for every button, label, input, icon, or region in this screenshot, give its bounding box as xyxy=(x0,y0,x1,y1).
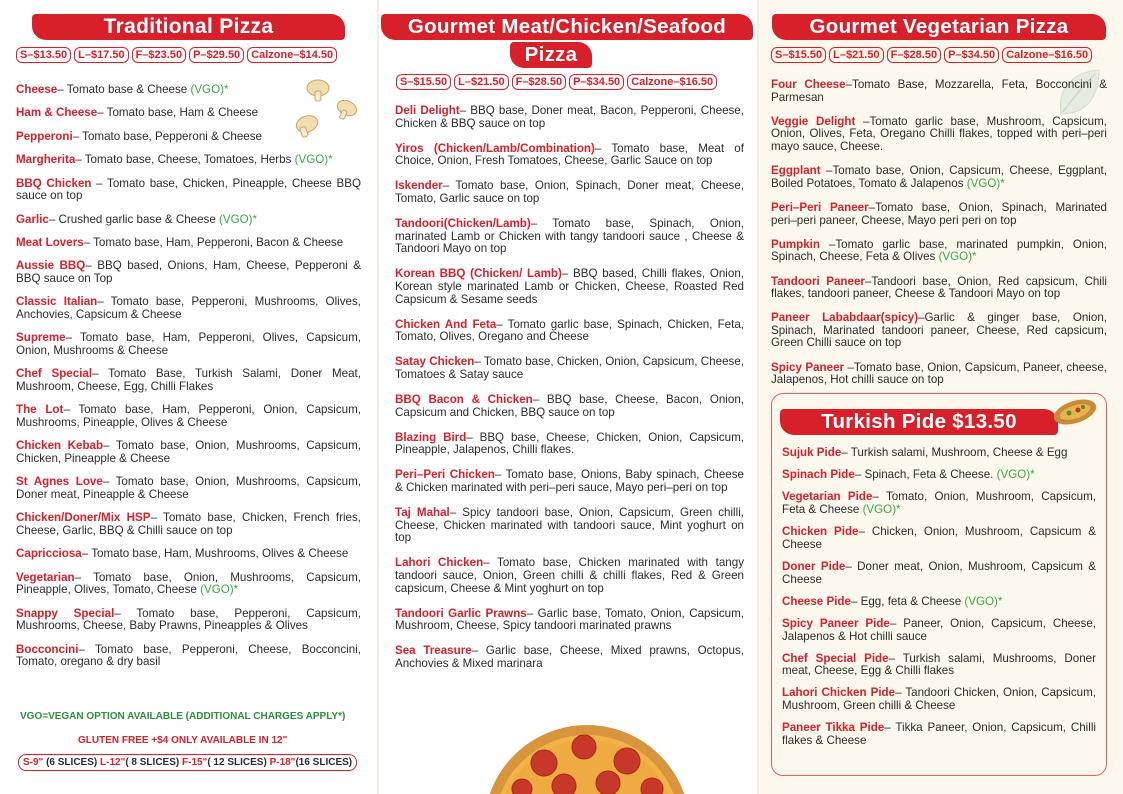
slice-size-info xyxy=(18,754,357,771)
menu-item xyxy=(395,645,744,670)
menu-item-description: – Doner meat, Onion, Mushroom, Capsicum & Cheese xyxy=(782,559,1096,586)
menu-item xyxy=(16,214,361,227)
menu-item-name: Lahori Chicken xyxy=(395,556,484,570)
menu-item xyxy=(16,476,361,501)
vegan-option-tag: (VGO)* xyxy=(190,83,229,96)
menu-item-description: – Turkish salami, Mushrooms, Doner meat, Cheese, Egg & Chilli flakes xyxy=(782,651,1096,678)
menu-item-name: Sea Treasure xyxy=(395,644,472,658)
menu-item xyxy=(16,368,361,393)
price-tag: Calzone–$16.50 xyxy=(627,74,717,90)
menu-item xyxy=(395,105,744,130)
menu-item-name: Veggie Delight xyxy=(771,114,856,128)
menu-item xyxy=(16,260,361,285)
menu-item-description: – Turkish salami, Mushroom, Cheese & Egg xyxy=(841,446,1068,459)
menu-item xyxy=(771,202,1107,227)
menu-item xyxy=(771,312,1107,350)
menu-item-name: Iskender xyxy=(395,179,443,193)
gourmet-veg-menu-list xyxy=(771,79,1107,398)
menu-item xyxy=(395,469,744,494)
menu-item xyxy=(771,165,1107,190)
price-tag: S–$15.50 xyxy=(771,47,826,63)
menu-item-name: Blazing Bird xyxy=(395,430,467,444)
menu-item xyxy=(395,432,744,457)
menu-item-description: – Tomato base, Spinach, Onion, marinated Lamb or Chicken with tangy tandoori sauce , Cheese & Tandoori Mayo on top xyxy=(395,217,744,256)
turkish-pide-menu-list xyxy=(782,447,1096,757)
menu-item-description: – Tomato base, Ham, Pepperoni, Onion, Capsicum, Mushrooms, Pineapple, Olives & Cheese xyxy=(16,403,361,429)
menu-item xyxy=(782,653,1096,678)
menu-item-description: – BBQ base, Cheese, Chicken, Onion, Capsicum, Pineapple, Jalapenos, Chilli flakes. xyxy=(395,430,744,457)
slice-size: S-9" xyxy=(23,757,44,768)
menu-item xyxy=(16,237,361,250)
menu-item-description: – Tomato base, Onions, Baby spinach, Cheese & Chicken marinated with peri–peri sauce, Mayo peri–peri on top xyxy=(395,468,744,494)
menu-item-name: St Agnes Love xyxy=(16,475,103,489)
gourmet-veg-price-row xyxy=(771,45,1095,63)
gourmet-meat-price-row xyxy=(396,72,720,90)
menu-item-description: –Garlic & ginger base, Onion, Spinach, Marinated tandoori paneer, Cheese, Red capsicum, Green Chilli sauce on top xyxy=(771,311,1107,350)
menu-item-description: –Tomato base, Onion, Spinach, Marinated peri–peri paneer, Cheese, Mayo peri peri on top xyxy=(771,200,1107,227)
price-tag: F–$28.50 xyxy=(512,74,566,90)
menu-item-name: Sujuk Pide xyxy=(782,446,842,459)
vegan-option-tag: (VGO)* xyxy=(966,176,1005,190)
menu-item-description: – Tandoori Chicken, Onion, Capsicum, Mushroom, Green chilli & Cheese xyxy=(782,686,1096,713)
menu-item-description: – Tomato base, Ham, Mushrooms, Olives & Cheese xyxy=(81,547,349,561)
menu-item-description: – Egg, feta & Cheese xyxy=(850,594,965,608)
menu-item-name: Cheese xyxy=(16,83,58,96)
menu-item-description: – Tomato base, Onion, Mushrooms, Capsicum, Chicken, Pineapple & Cheese xyxy=(16,439,361,465)
menu-item xyxy=(16,548,361,561)
menu-item-description: – Tomato base, Ham, Pepperoni, Bacon & Cheese xyxy=(83,235,344,249)
slice-count: ( 12 SLICES) xyxy=(207,757,270,768)
menu-item xyxy=(782,491,1096,516)
menu-item-name: Satay Chicken xyxy=(395,355,475,369)
menu-item-name: Meat Lovers xyxy=(16,235,84,249)
menu-item-description: –Tomato base, Onion, Capsicum, Cheese, Eggplant, Boiled Potatoes, Tomato & Jalapenos xyxy=(771,164,1107,190)
traditional-pizza-title: Traditional Pizza xyxy=(32,14,345,40)
menu-item-description: – Tomato base, Meat of Choice, Onion, Fresh Tomatoes, Cheese, Garlic Sauce on top xyxy=(395,141,744,168)
menu-item xyxy=(16,440,361,465)
column-divider xyxy=(377,0,379,794)
menu-item xyxy=(782,469,1096,482)
menu-item-description: – Tomato base, Chicken, Onion, Capsicum, Cheese, Tomatoes & Satay sauce xyxy=(395,355,744,381)
menu-item xyxy=(16,84,361,97)
menu-item-name: Capricciosa xyxy=(16,547,82,561)
menu-item-name: Paneer Tikka Pide xyxy=(782,721,885,735)
menu-item xyxy=(16,512,361,537)
price-tag: L–$17.50 xyxy=(74,47,128,63)
menu-item-description: – Tomato base, Pepperoni & Cheese xyxy=(72,129,262,143)
menu-item-name: Snappy Special xyxy=(16,606,115,620)
menu-item-name: Pepperoni xyxy=(16,129,73,143)
vegan-option-note: VGO=VEGAN OPTION AVAILABLE (ADDITIONAL CHARGES APPLY*) xyxy=(20,711,346,722)
menu-item xyxy=(395,356,744,381)
menu-item xyxy=(782,526,1096,551)
vegan-option-tag: (VGO)* xyxy=(219,212,258,226)
price-tag: Calzone–$16.50 xyxy=(1002,47,1092,63)
menu-item xyxy=(395,394,744,419)
menu-item xyxy=(16,107,291,120)
menu-item-description: – Paneer, Onion, Capsicum, Cheese, Jalapenos & Hot chilli sauce xyxy=(782,616,1097,643)
pide-icon xyxy=(1050,392,1100,428)
menu-item xyxy=(782,596,1096,609)
menu-item-name: Chicken And Feta xyxy=(395,317,497,331)
menu-item xyxy=(395,608,744,633)
menu-item-description: – BBQ base, Doner meat, Bacon, Pepperoni, Cheese, Chicken & BBQ sauce on top xyxy=(395,104,744,130)
menu-item-name: Garlic xyxy=(16,212,49,226)
vegan-option-tag: (VGO)* xyxy=(996,468,1035,482)
menu-item-description: – BBQ base, Cheese, Bacon, Onion, Capsicum and Chicken, BBQ sauce on top xyxy=(395,393,744,419)
menu-item xyxy=(16,332,361,357)
menu-item xyxy=(771,79,1107,104)
menu-item-name: Eggplant xyxy=(771,164,821,178)
price-tag: P–$34.50 xyxy=(944,47,999,63)
price-tag: L–$21.50 xyxy=(829,47,883,63)
menu-item xyxy=(771,276,1107,301)
menu-item-name: The Lot xyxy=(16,403,64,417)
menu-item-name: Supreme xyxy=(16,331,66,345)
menu-item-description: – Tomato base, Ham, Pepperoni, Olives, Capsicum, Onion, Mushrooms & Cheese xyxy=(16,331,361,357)
menu-item xyxy=(16,404,361,429)
menu-item xyxy=(771,116,1107,154)
menu-item xyxy=(395,218,744,256)
menu-item-description: – Tomato base, Pepperoni, Mushrooms, Olives, Anchovies, Capsicum & Cheese xyxy=(16,295,361,321)
slice-size: L-12" xyxy=(100,757,126,768)
menu-item-description: –Tomato garlic base, Mushroom, Capsicum, Onion, Olives, Feta, Oregano Chilli flakes, topped with peri–peri mayo sauce, Cheese. xyxy=(771,114,1107,153)
menu-item-name: BBQ Chicken xyxy=(16,176,92,190)
menu-item-name: Tandoori(Chicken/Lamb) xyxy=(395,217,531,231)
gourmet-meat-title-line2: Pizza xyxy=(510,42,592,68)
menu-item xyxy=(16,296,361,321)
menu-item-description: – Crushed garlic base & Cheese xyxy=(48,212,220,226)
menu-item-name: Aussie BBQ xyxy=(16,259,86,273)
menu-item xyxy=(782,447,1096,460)
menu-item-name: BBQ Bacon & Chicken xyxy=(395,393,533,406)
menu-item-description: – Tomato base, Onion, Mushrooms, Capsicum, Doner meat, Pineapple & Cheese xyxy=(16,475,361,501)
price-tag: P–$34.50 xyxy=(569,74,624,90)
menu-item xyxy=(782,618,1096,643)
menu-item-name: Ham & Cheese xyxy=(16,106,98,120)
gourmet-meat-menu-list xyxy=(395,105,744,683)
menu-item xyxy=(782,687,1096,712)
menu-item-description: – Tomato base, Chicken, French fries, Cheese, Garlic, BBQ & Chilli sauce on top xyxy=(16,511,361,537)
menu-item-name: Chicken Pide xyxy=(782,525,859,539)
column-divider xyxy=(757,0,759,794)
menu-item-description: –Tandoori base, Onion, Red capsicum, Chili flakes, tandoori paneer, Cheese & Tandoori Mayo on top xyxy=(771,274,1107,301)
menu-item-name: Deli Delight xyxy=(395,104,460,117)
vegan-option-tag: (VGO)* xyxy=(200,583,239,597)
menu-item-name: Lahori Chicken Pide xyxy=(782,686,896,700)
menu-item xyxy=(771,239,1107,264)
menu-item-description: –Tomato base, Onion, Capsicum, Paneer, cheese, Jalapenos, Hot chilli sauce on top xyxy=(771,360,1107,387)
menu-item-name: Korean BBQ (Chicken/ Lamb) xyxy=(395,267,562,281)
menu-item-name: Chicken Kebab xyxy=(16,439,104,453)
vegan-option-tag: (VGO)* xyxy=(938,250,977,264)
menu-item-name: Spicy Paneer xyxy=(771,360,845,374)
menu-item-description: – Tomato garlic base, Spinach, Chicken, Feta, Tomato, Olives, Oregano and Cheese xyxy=(395,317,744,344)
menu-item-description: – Tomato base & Cheese xyxy=(57,83,191,96)
price-tag: F–$23.50 xyxy=(132,47,186,63)
menu-item xyxy=(771,362,1107,387)
menu-item xyxy=(395,268,744,306)
menu-item-name: Margherita xyxy=(16,153,76,167)
price-tag: L–$21.50 xyxy=(454,74,508,90)
gluten-free-note: GLUTEN FREE +$4 ONLY AVAILABLE IN 12" xyxy=(78,735,288,746)
slice-count: (6 SLICES) xyxy=(43,757,100,768)
menu-item-name: Tandoori Paneer xyxy=(771,274,865,288)
menu-item-description: – Tomato base, Pepperoni, Capsicum, Mushrooms, Cheese, Baby Prawns, Pineapples & Olives xyxy=(16,606,361,633)
menu-item xyxy=(395,507,744,545)
vegan-option-tag: (VGO)* xyxy=(294,153,333,167)
price-tag: S–$15.50 xyxy=(396,74,451,90)
menu-item-name: Cheese Pide xyxy=(782,594,851,608)
menu-item-description: – Spinach, Feta & Cheese. xyxy=(854,468,997,482)
menu-item-name: Chicken/Doner/Mix HSP xyxy=(16,511,151,525)
menu-item-description: – Tomato base, Chicken, Pineapple, Cheese BBQ sauce on top xyxy=(16,176,361,203)
menu-item-description: – Tomato, Onion, Mushroom, Capsicum, Feta & Cheese xyxy=(782,490,1096,516)
menu-item-name: Chef Special xyxy=(16,367,93,381)
menu-item xyxy=(16,178,361,203)
menu-item-description: – BBQ based, Chilli flakes, Onion, Korean style marinated Lamb or Chicken, Cheese, Roasted Red Capsicum & Sesame seeds xyxy=(395,267,744,306)
menu-item-description: – Garlic base, Cheese, Mixed prawns, Octopus, Anchovies & Mixed marinara xyxy=(395,644,744,670)
menu-item-description: –Tomato Base, Mozzarella, Feta, Bocconcini & Parmesan xyxy=(771,78,1107,104)
menu-item xyxy=(16,131,291,144)
menu-item-name: Pumpkin xyxy=(771,237,820,251)
menu-item xyxy=(16,608,361,633)
menu-item-name: Bocconcini xyxy=(16,642,79,656)
vegan-option-tag: (VGO)* xyxy=(964,594,1003,608)
menu-item-name: Spinach Pide xyxy=(782,468,855,482)
menu-item-description: – Tikka Paneer, Onion, Capsicum, Chilli flakes & Cheese xyxy=(782,721,1096,747)
menu-item-name: Doner Pide xyxy=(782,559,846,573)
menu-item-description: –Tomato garlic base, marinated pumpkin, Onion, Spinach, Cheese, Feta & Olives xyxy=(771,237,1107,264)
menu-item-name: Peri–Peri Chicken xyxy=(395,468,495,482)
menu-item-description: – Spicy tandoori base, Onion, Capsicum, Green chilli, Cheese, Chicken marinated with tandoori sauce, Mint yoghurt on top xyxy=(395,506,744,545)
menu-item xyxy=(16,154,361,167)
menu-item-name: Spicy Paneer Pide xyxy=(782,616,890,630)
menu-item xyxy=(16,572,361,597)
menu-item-name: Classic Italian xyxy=(16,295,98,309)
menu-item-name: Four Cheese xyxy=(771,78,846,91)
menu-item-name: Paneer Lababdaar(spicy) xyxy=(771,311,919,325)
slice-size: P-18" xyxy=(269,757,296,768)
price-tag: F–$28.50 xyxy=(887,47,941,63)
slice-size: F-15" xyxy=(182,757,208,768)
menu-item-name: Vegetarian xyxy=(16,570,75,584)
menu-item xyxy=(782,561,1096,586)
menu-item xyxy=(782,722,1096,747)
menu-item-description: – Tomato base, Ham & Cheese xyxy=(97,106,259,120)
pizza-icon xyxy=(482,723,692,794)
menu-item-description: – Chicken, Onion, Mushroom, Capsicum & Cheese xyxy=(782,525,1096,551)
menu-item-description: – Tomato base, Cheese, Tomatoes, Herbs xyxy=(75,153,295,167)
price-tag: P–$29.50 xyxy=(189,47,244,63)
menu-item xyxy=(395,180,744,205)
turkish-pide-title: Turkish Pide $13.50 xyxy=(780,409,1058,435)
menu-item-description: – BBQ based, Onions, Ham, Cheese, Pepperoni & BBQ sauce on Top xyxy=(16,259,361,285)
menu-item-description: – Tomato base, Chicken marinated with tangy tandoori sauce, Onion, Green chilli & chilli flakes, Red & Green capsicum, Cheese & Mint yoghurt on top xyxy=(395,556,745,595)
traditional-price-row xyxy=(16,45,340,63)
menu-item xyxy=(16,644,361,669)
menu-item-name: Taj Mahal xyxy=(395,506,450,520)
price-tag: S–$13.50 xyxy=(16,47,71,63)
menu-item-name: Peri–Peri Paneer xyxy=(771,200,869,214)
menu-item-name: Vegetarian Pide xyxy=(782,490,873,504)
menu-item-name: Tandoori Garlic Prawns xyxy=(395,606,527,620)
menu-item-description: – Garlic base, Tomato, Onion, Capsicum, Mushroom, Cheese, Spicy tandoori marinated prawns xyxy=(395,606,744,633)
traditional-menu-list xyxy=(16,84,361,680)
menu-item xyxy=(395,319,744,344)
gourmet-meat-title: Gourmet Meat/Chicken/Seafood xyxy=(381,14,753,40)
menu-item xyxy=(395,143,744,168)
price-tag: Calzone–$14.50 xyxy=(247,47,337,63)
menu-item-description: – Tomato base, Pepperoni, Cheese, Bocconcini, Tomato, oregano & dry basil xyxy=(16,642,361,669)
menu-item-name: Chef Special Pide xyxy=(782,651,889,665)
slice-count: ( 8 SLICES) xyxy=(125,757,182,768)
menu-item-description: – Tomato Base, Turkish Salami, Doner Meat, Mushroom, Cheese, Egg, Chilli Flakes xyxy=(16,367,361,393)
menu-item-description: – Tomato base, Onion, Spinach, Doner meat, Cheese, Tomato, Garlic sauce on top xyxy=(395,179,744,205)
vegan-option-tag: (VGO)* xyxy=(862,502,901,516)
menu-item-name: Yiros (Chicken/Lamb/Combination) xyxy=(395,141,595,155)
menu-item xyxy=(395,557,744,595)
menu-item-description: – Tomato base, Onion, Mushrooms, Capsicum, Pineapple, Olives, Tomato, Cheese xyxy=(16,570,361,597)
gourmet-veg-title: Gourmet Vegetarian Pizza xyxy=(772,14,1106,40)
slice-count: (16 SLICES) xyxy=(295,757,353,768)
